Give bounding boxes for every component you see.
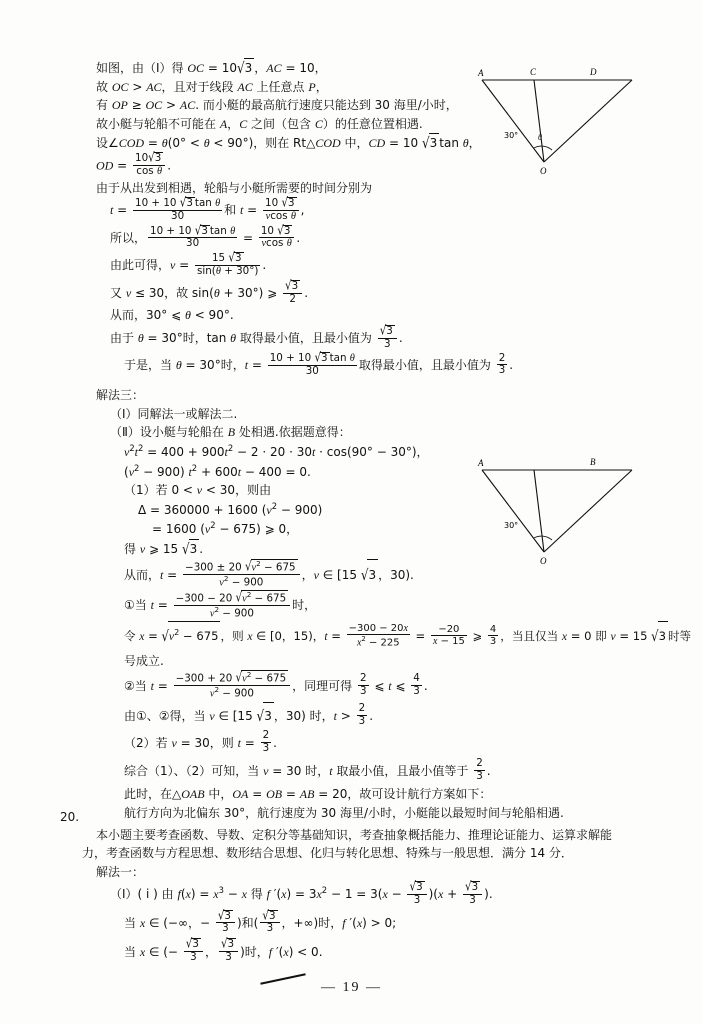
text-line: = 1600 $(v^2 - 675)$ ⩾ 0，: [152, 520, 299, 537]
text-line: （1）若 0 < v < 30，则由: [124, 483, 272, 498]
text-line: ①当 t = $\frac{-300 - 20 √v^2 - 675}{v^2 - 900}$ 时，: [124, 589, 317, 620]
text-line: 故小艇与轮船不可能在 A，C 之间（包含 C）的任意位置相遇.: [96, 116, 423, 131]
text-line: t = $\frac{\text{10 + 10 √3 tan θ}}{30}$ 和 t = $\frac{10 √3}{\text{vcos θ}}$ ,: [110, 195, 305, 222]
text-line: 得 v ⩾ 15 √3 .: [124, 540, 204, 558]
dash-left: —: [321, 980, 337, 995]
svg-text:30°: 30°: [504, 521, 519, 530]
problem-20-intro-2: 力，考查函数与方程思想、数形结合思想、化归与转化思想、特殊与一般思想．满分 14 分．: [82, 846, 573, 861]
svg-text:30°: 30°: [504, 131, 519, 140]
text-line: OD = $\frac{10√3}{\text{cos θ}}$ .: [96, 150, 172, 177]
text-line: 由此可得，v = $\frac{15 √3}{\sin(\theta + 30^\circ)}$ .: [110, 250, 267, 277]
text-line: 设∠COD = θ(0° < θ < 90°)，则在 Rt△COD 中，CD = 10 √3 tan θ，: [96, 134, 481, 153]
text-line: 从而，t = $\frac{-300 \pm 20 √v^2 - 675}{v^2 - 900}$ ，v ∈ [15 √3 ，30).: [124, 558, 414, 589]
text-line: 航行方向为北偏东 30°，航行速度为 30 海里/小时，小艇能以最短时间与轮船相遇.: [124, 805, 564, 820]
svg-text:D: D: [590, 67, 597, 77]
dash-right: —: [366, 980, 382, 995]
svg-text:A: A: [478, 68, 484, 78]
problem-number-20: 20.: [60, 810, 80, 824]
text-line: 从而，30° ⩽ θ < 90°.: [110, 308, 234, 323]
text-line: （Ⅰ）( i ) 由 $f(x) = x^3 - x$ 得 f $'(x) = 3x^2 - 1 = 3(x$ − $\frac{√3}{3}$ )(x + $\frac{√3}{3}$ ).: [110, 879, 493, 906]
text-line: 所以， $\frac{\text{10 + 10 √3 tan θ}}{30}$ = $\frac{10 √3}{\text{vcos θ}}$ .: [110, 222, 301, 250]
text-line: 又 v ≤ 30，故 sin(θ + 30°) ⩾ $\frac{√3}{2}$ .: [110, 277, 309, 305]
text-line: 由于 θ = 30°时，tan θ 取得最小值，且最小值为 $\frac{√3}{3}$ .: [110, 322, 403, 350]
page-number: [0, 980, 703, 996]
problem-20-intro: 本小题主要考查函数、导数、定积分等基础知识，考查抽象概括能力、推理论证能力、运算求解能: [96, 827, 613, 842]
text-line: 当 x ∈ (− $\frac{√3}{3}$ ， $\frac{√3}{3}$ )时，f ′(x) < 0.: [124, 936, 323, 964]
text-line: （2）若 v = 30，则 t = $\frac{2}{3}$ .: [124, 729, 277, 755]
text-line: ②当 t = $\frac{-300 + 20 √v^2 - 675}{v^2 - 900}$ ，同理可得 $\frac{2}{3}$ ⩽ t ⩽ $\frac{4}{3}$ .: [124, 669, 428, 700]
svg-text:θ: θ: [538, 133, 542, 142]
text-line: 有 OP ≥ OC > AC. 而小艇的最高航行速度只能达到 30 海里/小时，: [96, 98, 458, 113]
text-line: 于是，当 θ = 30°时，t = $\frac{\text{10 + 10 √3 tan θ}}{30}$ 取得最小值，且最小值为 $\frac{2}{3}$ .: [124, 350, 514, 377]
text-line: $(v^2 - 900) t^2 + 600t - 400 = 0$.: [124, 462, 311, 479]
text-line: $v^2t^2 = 400 + 900t^2 - 2 \cdot 20 \cdot 30t \cdot \cos(90^\circ - 30^\circ)$，: [124, 443, 429, 460]
text-line: 令 $x = √v^2 - 675$ ，则 x ∈ [0，15)，t = $\frac{-300 - 20x}{x^2 - 225}$ = $\frac{-20}{x - 15}$ ⩾ $\frac{4}{3}$ ，当且仅当 x = 0 即 v = 15 √3 时等: [96, 621, 656, 652]
svg-text:B: B: [590, 457, 596, 467]
svg-text:A: A: [478, 458, 484, 468]
page-body: [82, 58, 692, 966]
svg-text:O: O: [540, 166, 547, 176]
text-line: 故 OC > AC，且对于线段 AC 上任意点 P，: [96, 79, 328, 94]
text-line: 号成立.: [124, 654, 164, 669]
method-1-title: 解法一：: [96, 864, 145, 879]
text-line: 此时，在△OAB 中，OA = OB = AB = 20，故可设计航行方案如下：: [124, 787, 492, 802]
text-line: 由于从出发到相遇，轮船与小艇所需要的时间分别为: [96, 180, 373, 195]
text-line: Δ = 360000 + 1600 $(v^2 - 900)$: [138, 500, 323, 517]
text-line: 如图，由（Ⅰ）得 OC = 10√3 ，AC = 10，: [96, 59, 327, 77]
text-line: （Ⅰ）同解法一或解法二.: [110, 406, 238, 421]
text-line: 由①、②得，当 v ∈ [15 √3 ，30) 时，t > $\frac{2}{3}$ .: [96, 702, 656, 731]
text-line: 当 x ∈ (−∞，− $\frac{√3}{3}$ )和( $\frac{√3}{3}$ ，+∞)时，f ′(x) > 0;: [124, 907, 397, 935]
svg-text:O: O: [540, 556, 547, 566]
page-number-value: 19: [342, 980, 361, 995]
method-3-title: 解法三：: [96, 388, 145, 403]
svg-text:C: C: [530, 67, 537, 77]
text-line: 综合（1）、（2）可知，当 v = 30 时，t 取最小值，且最小值等于 $\frac{2}{3}$ .: [124, 756, 491, 782]
text-line: （Ⅱ）设小艇与轮船在 B 处相遇.依据题意得：: [110, 425, 351, 440]
